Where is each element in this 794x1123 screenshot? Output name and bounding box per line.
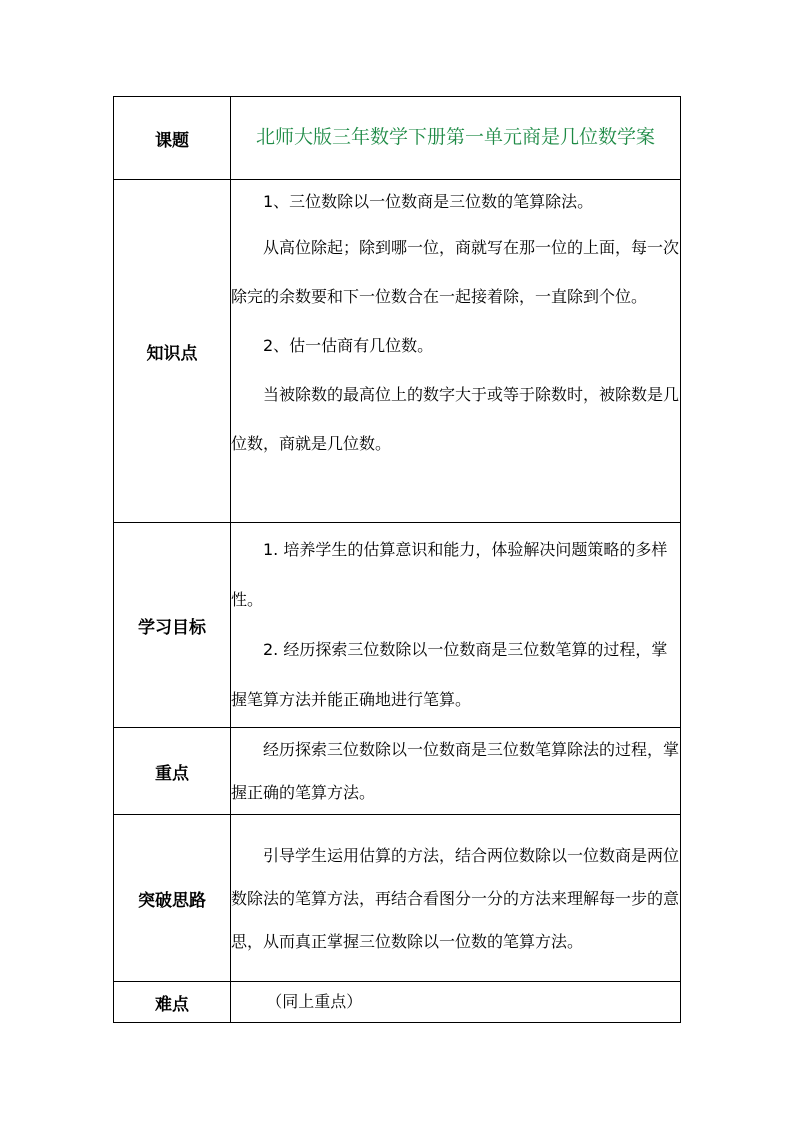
key-point-cell [231, 728, 681, 815]
difficulty-cell [231, 982, 681, 1023]
goal-paragraph: 1. 培养学生的估算意识和能力，体验解决问题策略的多样性。 [231, 540, 668, 609]
knowledge-label: 知识点 [114, 180, 231, 523]
title-label: 课题 [114, 97, 231, 180]
knowledge-paragraph: 从高位除起；除到哪一位，商就写在那一位的上面，每一次除完的余数要和下一位数合在一起接着除，一直除到个位。 [231, 238, 680, 306]
knowledge-paragraph: 1、三位数除以一位数商是三位数的笔算除法。 [263, 192, 594, 211]
difficulty-label: 难点 [114, 982, 231, 1023]
goals-label: 学习目标 [114, 523, 231, 728]
key-point-label: 重点 [114, 728, 231, 815]
knowledge-paragraph: 2、估一估商有几位数。 [263, 336, 434, 355]
goal-paragraph: 2. 经历探索三位数除以一位数商是三位数笔算的过程，掌握笔算方法并能正确地进行笔算。 [231, 640, 668, 709]
approach-cell [231, 815, 681, 982]
lesson-title: 北师大版三年数学下册第一单元商是几位数学案 [255, 126, 655, 148]
knowledge-paragraph: 当被除数的最高位上的数字大于或等于除数时，被除数是几位数，商就是几位数。 [231, 385, 680, 453]
key-point-text: 经历探索三位数除以一位数商是三位数笔算除法的过程，掌握正确的笔算方法。 [231, 740, 680, 802]
title-row [114, 97, 681, 180]
difficulty-row [114, 982, 681, 1023]
key-point-row [114, 728, 681, 815]
knowledge-row [114, 180, 681, 523]
lesson-plan-table [113, 96, 681, 1023]
approach-row [114, 815, 681, 982]
title-cell [231, 97, 681, 180]
goals-row [114, 523, 681, 728]
knowledge-cell [231, 180, 681, 523]
approach-label: 突破思路 [114, 815, 231, 982]
difficulty-text: （同上重点） [266, 992, 363, 1011]
goals-cell [231, 523, 681, 728]
approach-text: 引导学生运用估算的方法，结合两位数除以一位数商是两位数除法的笔算方法，再结合看图分一分的方法来理解每一步的意思，从而真正掌握三位数除以一位数的笔算方法。 [231, 845, 680, 951]
